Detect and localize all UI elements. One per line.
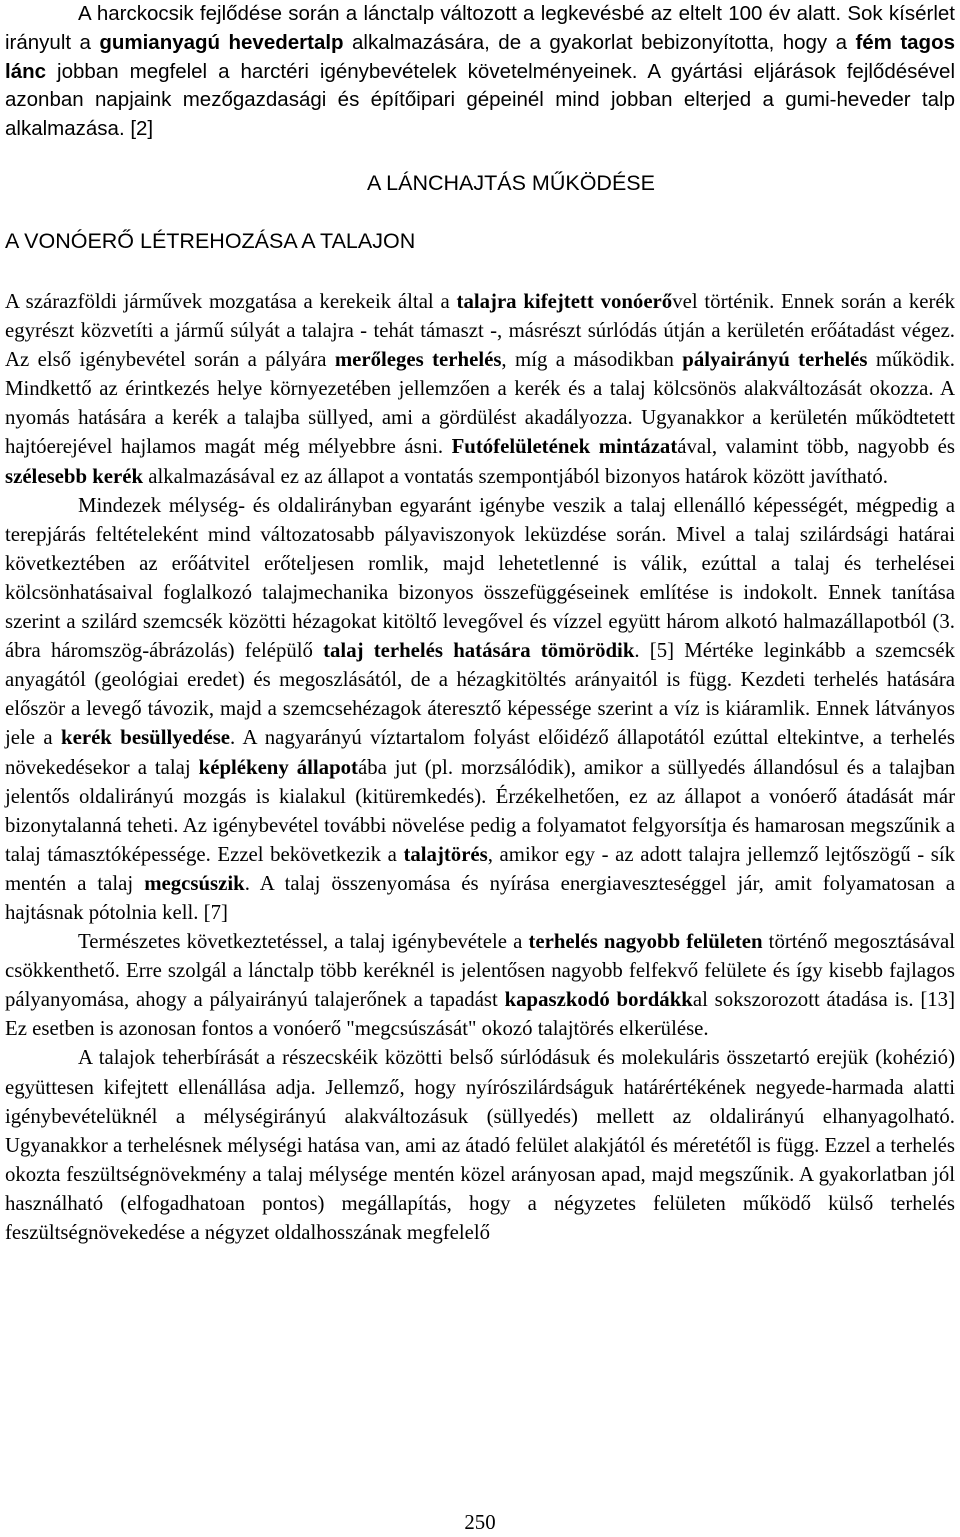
bold-term: fém tagos lánc [5, 30, 955, 83]
text-run: , amikor egy - az adott talajra jellemző lejtőszögű - sík mentén a talaj [5, 842, 955, 895]
bold-term: talajra kifejtett vonóerő [456, 290, 673, 313]
bold-term: szélesebb kerék [5, 464, 144, 488]
bold-term: kerék besüllyedése [61, 726, 231, 750]
text-run: . A nagyarányú víztartalom folyást előidéző állapotától ezúttal eltekintve, a terhelés növekedésekor a talaj [5, 726, 955, 779]
bold-term: megcsúszik [144, 871, 245, 895]
intro-paragraph [5, 0, 955, 144]
text-run: A harckocsik fejlődése során a lánctalp változott a legkevésbé az eltelt 100 év alatt. Sok kísérlet irányult a [5, 2, 955, 54]
bold-term: talajtörés [403, 842, 488, 866]
bold-term: merőleges terhelés [334, 348, 502, 372]
section-title-text: A LÁNCHAJTÁS MŰKÖDÉSE [367, 171, 655, 195]
text-run: alkalmazásával ez az állapot a vontatás szempontjából bizonyos határok között javítható. [143, 464, 888, 488]
text-run: Természetes következtetéssel, a talaj igénybevétele a [78, 930, 529, 954]
bold-term: képlékeny állapot [198, 755, 358, 779]
text-run: vel történik. Ennek során a kerék egyrészt közvetíti a jármű súlyát a talajra - tehát támaszt -, másrészt súrlódás útján a kerületén erőátadást végez. Az első igénybevétel során a pályára [5, 290, 955, 372]
text-run: ába jut (pl. morzsálódik), amikor a süllyedés állandósul és a talajban jelentős oldalirányú mozgás is kialakul (kitüremkedés). Érzékelhetően, ez az állapot a vonóerő átadását már bizonytalanná teheti. Az igénybevétel további növelése pedig a folyamatot felgyorsítja és hamarosan megszűnik a talaj támasztóképessége. Ezzel bekövetkezik a [5, 755, 956, 866]
body-paragraph [5, 491, 955, 927]
body-paragraph [5, 1043, 955, 1247]
section-title [5, 168, 955, 198]
text-run: Mindezek mélység- és oldalirányban egyaránt igénybe veszik a talaj ellenálló képességét, mégpedig a terepjárás feltételeként mind változatosabb pályaviszonyok leküzdése során. Mivel a talaj szilárdsági határai következtében az erőátvitel erőteljesen romlik, majd lehetetlenné is válik, ezúttal a talaj és terhelései kölcsönhatásaival foglalkozó talajmechanika bizonyos összefüggéseinek említése is indokolt. Ennek tanítása szerint a szilárd szemcsék közötti hézagokat kitöltő levegővel és vízzel együtt három alkotó halmazállapotból (3. ábra háromszög-ábrázolás) felépülő [5, 493, 955, 663]
bold-term: Futófelületének mintázat [451, 435, 678, 459]
bold-term: kapaszkodó bordákk [504, 988, 693, 1012]
bold-term: talaj terhelés hatására tömörödik [323, 639, 635, 663]
bold-term: terhelés nagyobb felületen [528, 930, 763, 954]
body-paragraph [5, 927, 955, 1043]
text-run: A talajok teherbírását a részecskéik közötti belső súrlódásuk és molekuláris összetartó erejük (kohézió) együttesen kifejtett ellenállása adja. Jellemző, hogy nyírószilárdságuk határértékének negyede-harmada alatti igénybevételüknél a mélységirányú alakváltozásuk (süllyedés) mellett az oldalirányú elhanyagolható. Ugyanakkor a terhelésnek mélységi hatása van, ami az átadó felület alakjától és méretétől is függ. Ezzel a terhelés okozta feszültségnövekmény a talaj mélysége mentén közel arányosan apad, majd megszűnik. A gyakorlatban jól használható (elfogadhatoan pontos) megállapítás, hogy a négyzetes felületen működő külső terhelés feszültségnövekedése a négyzet oldalhosszának megfelelő [5, 1046, 955, 1244]
text-run: ával, valamint több, nagyobb és [677, 435, 955, 459]
body-text [5, 287, 955, 1247]
page-number: 250 [464, 1511, 496, 1534]
text-run: , míg a másodikban [501, 348, 683, 372]
body-paragraph [5, 287, 955, 491]
text-run: jobban megfelel a harctéri igénybevételek követelményeinek. A gyártási eljárások fejlődésével azonban napjaink mezőgazdasági és építőipari gépeinél mind jobban elterjed a gumi-heveder talp alkalmazása. [2] [5, 59, 955, 141]
text-run: . [5] Mértéke leginkább a szemcsék anyagától (geológiai eredet) és megoszlásától, de a hézagkitöltés arányaitól is függ. Kezdeti terhelés hatására először a levegő távozik, majd a szemcsehézagok áteresztő képessége szerint a víz is kiáramlik. Ennek látványos jele a [5, 639, 955, 750]
text-run: történő megosztásával csökkenthető. Erre szolgál a lánctalp több keréknél is jelentősen nagyobb felfekvő felülete és így kisebb fajlagos pályanyomása, ahogy a pályairányú talajerőnek a tapadást [5, 930, 955, 1012]
subsection-title: A VONÓERŐ LÉTREHOZÁSA A TALAJON [5, 229, 416, 253]
text-run: A szárazföldi járművek mozgatása a kerekeik által a [5, 290, 457, 313]
text-run: al sokszorozott átadása is. [13] Ez esetben is azonosan fontos a vonóerő "megcsúszását" okozó talajtörés elkerülése. [5, 988, 955, 1041]
text-run: . A talaj összenyomása és nyírása energiaveszteséggel jár, amit folyamatosan a hajtásnak pótolnia kell. [7] [5, 871, 955, 924]
bold-term: gumianyagú hevedertalp [99, 30, 344, 54]
bold-term: pályairányú terhelés [682, 348, 868, 372]
text-run: működik. Mindkettő az érintkezés helye környezetében jellemzően a kerék és a talaj kölcsönös alakváltozását okozza. A nyomás hatására a kerék a talajba süllyed, ami a gördülést akadályozza. Ugyanakkor a kerületén működtetett hajtóerejével hajlamos magát még mélyebbre ásni. [5, 348, 955, 459]
text-run: alkalmazására, de a gyakorlat bebizonyította, hogy a [343, 30, 856, 54]
